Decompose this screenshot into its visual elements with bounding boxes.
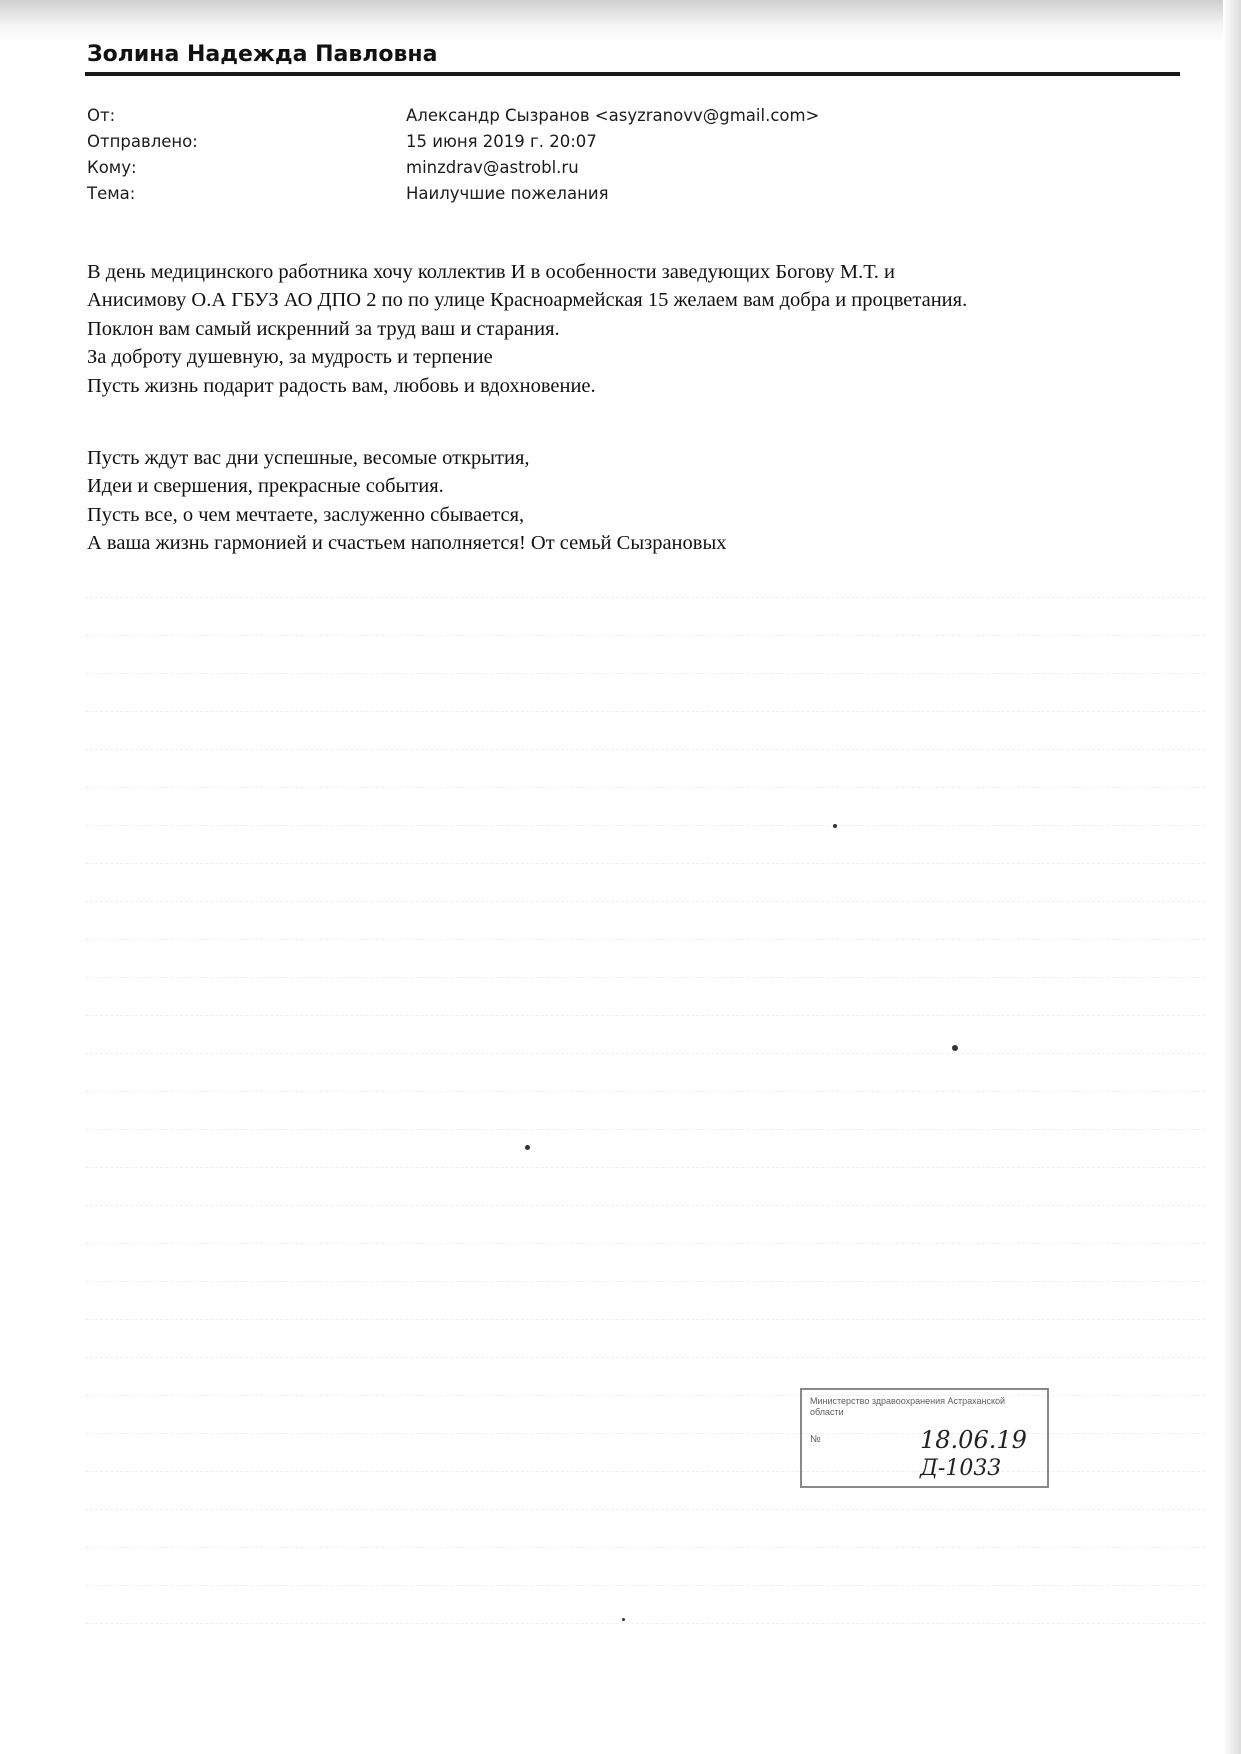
- body-line: Поклон вам самый искренний за труд ваш и старания.: [87, 317, 560, 340]
- to-value: minzdrav@astrobl.ru: [406, 158, 579, 177]
- subject-label: Тема:: [87, 184, 136, 203]
- stamp-number-label: №: [810, 1434, 821, 1445]
- email-body: [87, 258, 1197, 558]
- scan-speck: [525, 1145, 530, 1150]
- from-value: Александр Сызранов <asyzranovv@gmail.com>: [406, 106, 820, 125]
- stanza-gap: [87, 400, 1197, 444]
- subject-value: Наилучшие пожелания: [406, 184, 609, 203]
- scan-speck: [622, 1618, 625, 1621]
- to-label: Кому:: [87, 158, 137, 177]
- body-line: За доброту душевную, за мудрость и терпение: [87, 346, 493, 369]
- scan-edge-shadow: [0, 0, 1241, 42]
- stamp-title: Министерство здравоохранения Астраханской области: [810, 1396, 1006, 1417]
- body-line: А ваша жизнь гармонией и счастьем наполняется! От семьй Сызрановых: [87, 532, 727, 555]
- sent-value: 15 июня 2019 г. 20:07: [406, 132, 597, 151]
- stamp-date: 18.06.19: [920, 1426, 1027, 1454]
- body-line: Идеи и свершения, прекрасные события.: [87, 475, 444, 498]
- body-line: Пусть жизнь подарит радость вам, любовь и вдохновение.: [87, 374, 596, 397]
- body-line: Анисимову О.А ГБУЗ АО ДПО 2 по по улице Красноармейская 15 желаем вам добра и процветания.: [87, 289, 968, 312]
- stamp-registration-number: Д-1033: [920, 1456, 1002, 1481]
- scan-speck: [952, 1045, 958, 1051]
- scan-edge-shadow-right: [1223, 0, 1241, 1754]
- body-line: Пусть ждут вас дни успешные, весомые открытия,: [87, 447, 530, 470]
- registration-stamp: [800, 1388, 1049, 1488]
- scan-speck: [833, 824, 837, 828]
- from-label: От:: [87, 106, 116, 125]
- sent-label: Отправлено:: [87, 132, 198, 151]
- header-divider: [85, 72, 1180, 76]
- body-line: В день медицинского работника хочу коллектив И в особенности заведующих Богову М.Т. и: [87, 261, 895, 283]
- sender-name: Золина Надежда Павловна: [87, 42, 438, 67]
- body-line: Пусть все, о чем мечтаете, заслуженно сбывается,: [87, 503, 525, 526]
